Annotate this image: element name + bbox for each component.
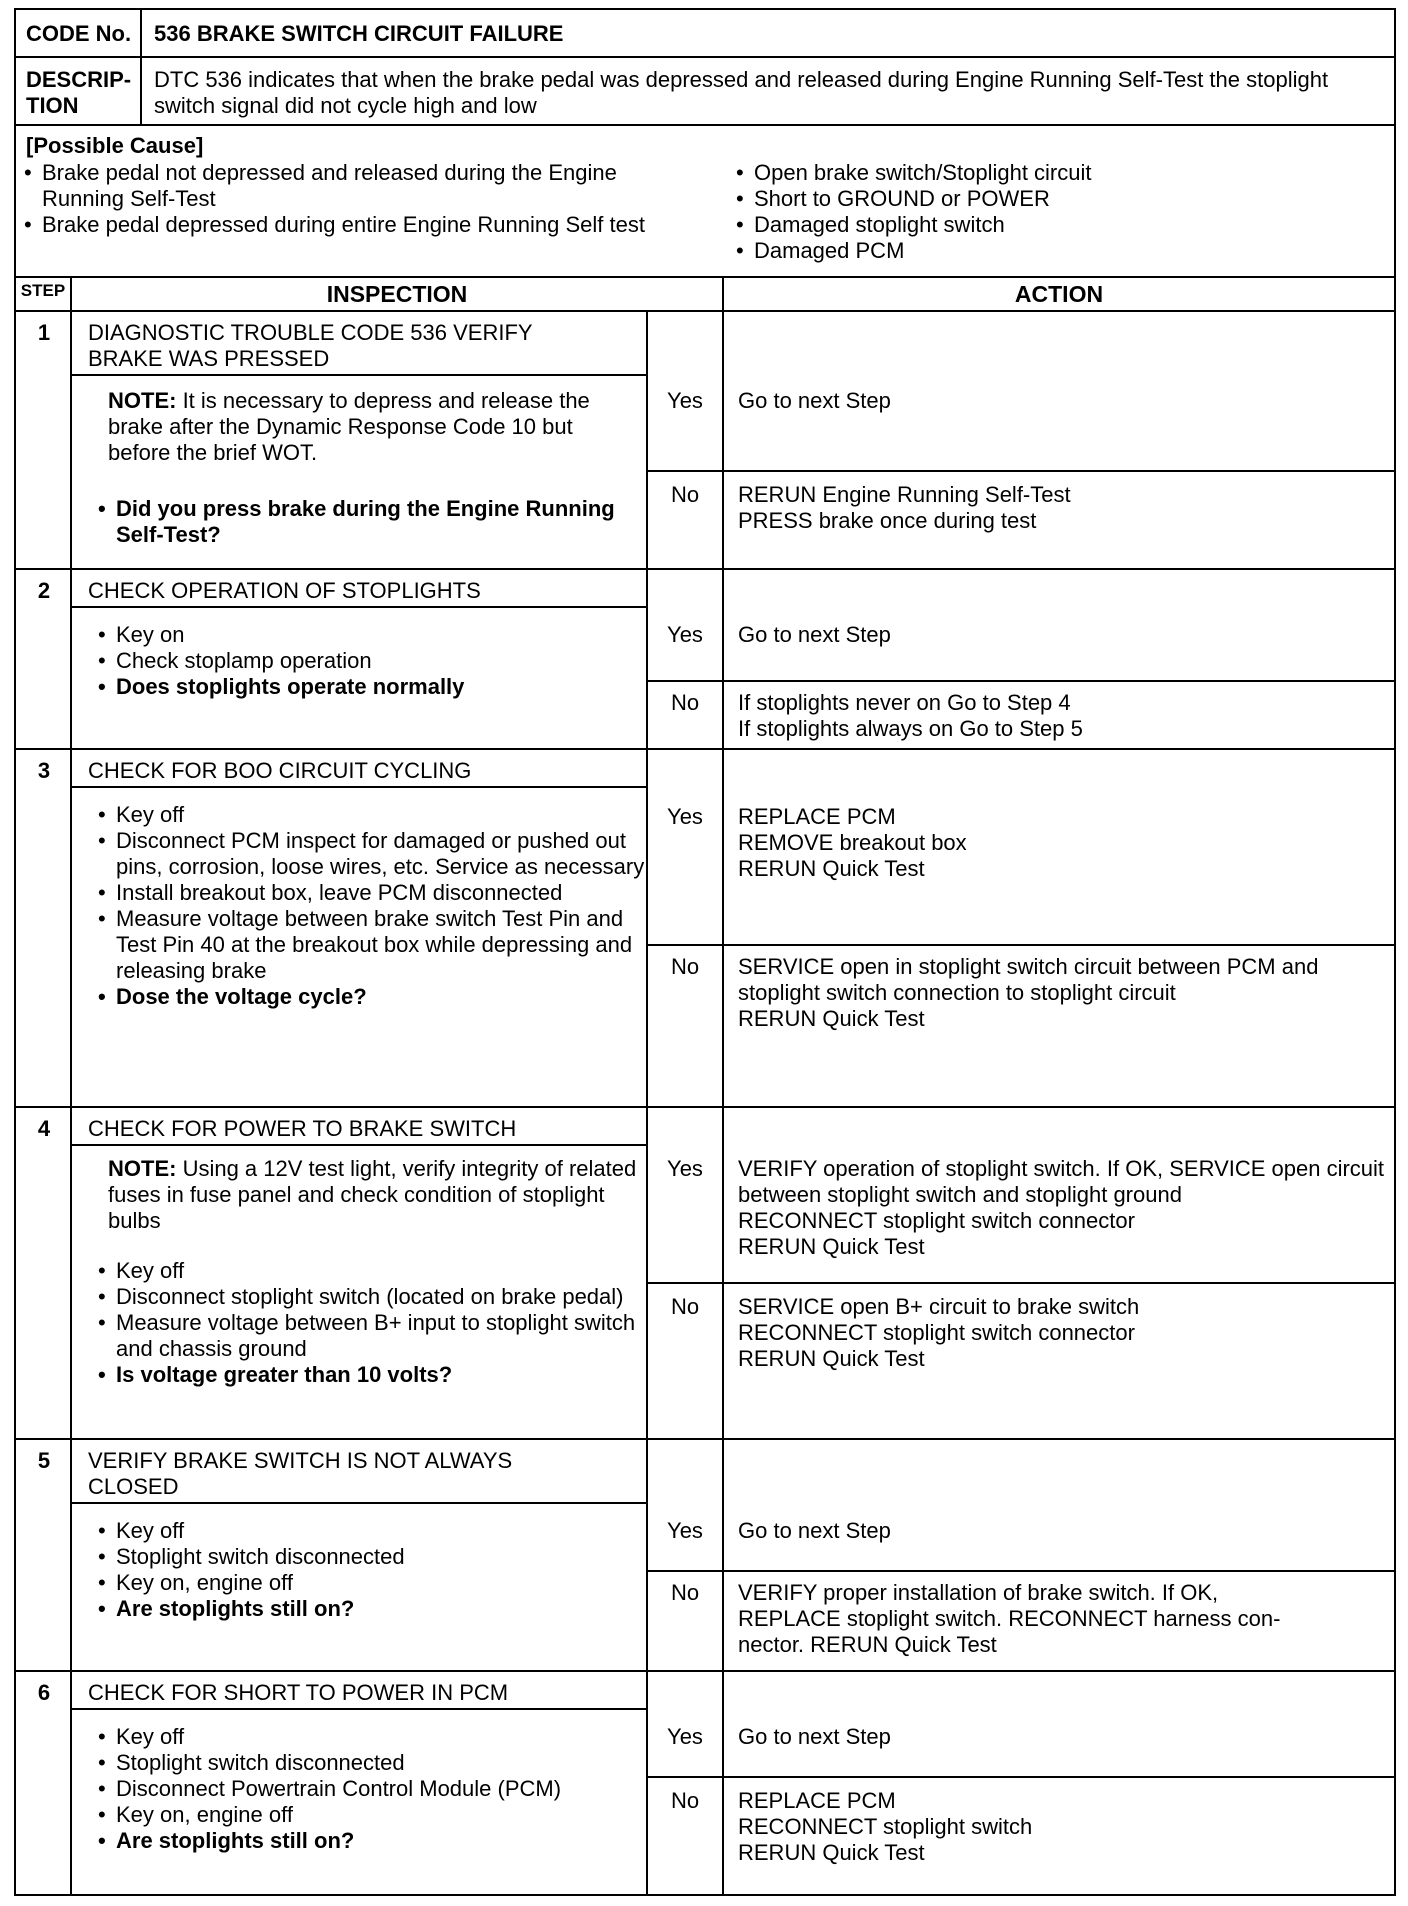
yes-action: Go to next Step — [738, 388, 891, 413]
no-action: VERIFY proper installation of brake switch. If OK, REPLACE stoplight switch. RECONNECT harness con- nector. RERUN Quick Test — [738, 1580, 1281, 1657]
cause-item: • Damaged stoplight switch — [732, 212, 1372, 238]
step-item-list — [94, 1518, 638, 1622]
step-title: VERIFY BRAKE SWITCH IS NOT ALWAYS CLOSED — [88, 1448, 513, 1499]
step-item: • Stoplight switch disconnected — [94, 1544, 638, 1570]
step-question: • Does stoplights operate normally — [94, 674, 638, 700]
no-action: If stoplights never on Go to Step 4 If stoplights always on Go to Step 5 — [738, 690, 1083, 741]
yes-action: REPLACE PCM REMOVE breakout box RERUN Quick Test — [738, 804, 967, 881]
yes-label: Yes — [667, 1156, 703, 1181]
diagnostic-chart — [14, 8, 1396, 1896]
no-label: No — [670, 1788, 700, 1813]
step-item: • Key on, engine off — [94, 1570, 638, 1596]
step-question: • Did you press brake during the Engine Running Self-Test? — [94, 496, 638, 548]
step-number: 3 — [37, 758, 51, 783]
no-label: No — [670, 690, 700, 715]
description-label: DESCRIP- TION — [26, 67, 132, 118]
step-number: 6 — [37, 1680, 51, 1705]
code-label: CODE No. — [26, 21, 132, 46]
step-item-list — [94, 622, 638, 700]
cause-item: • Short to GROUND or POWER — [732, 186, 1372, 212]
step-item-list — [94, 1258, 646, 1388]
step-number: 5 — [37, 1448, 51, 1473]
step-item: • Stoplight switch disconnected — [94, 1750, 646, 1776]
yes-label: Yes — [667, 1724, 703, 1749]
no-action: SERVICE open B+ circuit to brake switch RECONNECT stoplight switch connector RERUN Quick Test — [738, 1294, 1140, 1371]
yes-label: Yes — [667, 388, 703, 413]
column-inspection-header: INSPECTION — [326, 281, 468, 307]
yes-action: Go to next Step — [738, 1518, 891, 1543]
step-item: • Key on — [94, 622, 638, 648]
column-action-header: ACTION — [1014, 281, 1104, 307]
step-note: NOTE: Using a 12V test light, verify integrity of related fuses in fuse panel and check condition of stoplight bulbs — [108, 1156, 637, 1233]
no-label: No — [670, 1580, 700, 1605]
yes-label: Yes — [667, 622, 703, 647]
step-title: DIAGNOSTIC TROUBLE CODE 536 VERIFY BRAKE WAS PRESSED — [88, 320, 533, 371]
no-label: No — [670, 954, 700, 979]
yes-action: Go to next Step — [738, 1724, 891, 1749]
step-item-list — [94, 802, 646, 1010]
step-item: • Measure voltage between brake switch Test Pin and Test Pin 40 at the breakout box while depressing and releasing brake — [94, 906, 646, 984]
cause-item: • Open brake switch/Stoplight circuit — [732, 160, 1372, 186]
column-step-header: STEP — [20, 281, 66, 300]
step-item: • Disconnect PCM inspect for damaged or pushed out pins, corrosion, loose wires, etc. Service as necessary — [94, 828, 646, 880]
step-note: NOTE: It is necessary to depress and release the brake after the Dynamic Response Code 10 but before the brief WOT. — [108, 388, 590, 465]
step-question: • Dose the voltage cycle? — [94, 984, 646, 1010]
step-item: • Check stoplamp operation — [94, 648, 638, 674]
yes-action: Go to next Step — [738, 622, 891, 647]
step-item: • Disconnect stoplight switch (located on brake pedal) — [94, 1284, 646, 1310]
step-item: • Measure voltage between B+ input to stoplight switch and chassis ground — [94, 1310, 646, 1362]
no-action: REPLACE PCM RECONNECT stoplight switch RERUN Quick Test — [738, 1788, 1033, 1865]
step-question-list — [94, 496, 638, 548]
step-item: • Key on, engine off — [94, 1802, 646, 1828]
step-number: 2 — [37, 578, 51, 603]
step-item-list — [94, 1724, 646, 1854]
no-action: SERVICE open in stoplight switch circuit between PCM and stoplight switch connection to stoplight circuit RERUN Quick Test — [738, 954, 1319, 1031]
possible-cause-list-left — [20, 160, 670, 238]
step-item: • Install breakout box, leave PCM disconnected — [94, 880, 646, 906]
possible-cause-list-right — [732, 160, 1372, 264]
step-item: • Key off — [94, 802, 646, 828]
possible-cause-heading: [Possible Cause] — [26, 133, 204, 158]
cause-item: • Brake pedal not depressed and released during the Engine Running Self-Test — [20, 160, 670, 212]
cause-item: • Brake pedal depressed during entire Engine Running Self test — [20, 212, 670, 238]
step-title: CHECK OPERATION OF STOPLIGHTS — [88, 578, 481, 603]
step-title: CHECK FOR POWER TO BRAKE SWITCH — [88, 1116, 517, 1141]
step-item: • Key off — [94, 1518, 638, 1544]
yes-label: Yes — [667, 804, 703, 829]
step-number: 1 — [37, 320, 51, 345]
yes-action: VERIFY operation of stoplight switch. If OK, SERVICE open circuit between stoplight switch and stoplight ground RECONNECT stoplight switch connector RERUN Quick Test — [738, 1156, 1385, 1259]
step-number: 4 — [37, 1116, 51, 1141]
step-question: • Are stoplights still on? — [94, 1828, 646, 1854]
step-item: • Key off — [94, 1258, 646, 1284]
no-action: RERUN Engine Running Self-Test PRESS brake once during test — [738, 482, 1071, 533]
step-question: • Are stoplights still on? — [94, 1596, 638, 1622]
step-title: CHECK FOR SHORT TO POWER IN PCM — [88, 1680, 509, 1705]
no-label: No — [670, 482, 700, 507]
step-question: • Is voltage greater than 10 volts? — [94, 1362, 646, 1388]
step-title: CHECK FOR BOO CIRCUIT CYCLING — [88, 758, 472, 783]
description-text: DTC 536 indicates that when the brake pedal was depressed and released during Engine Running Self-Test the stoplight switch signal did not cycle high and low — [154, 67, 1329, 118]
yes-label: Yes — [667, 1518, 703, 1543]
step-item: • Disconnect Powertrain Control Module (PCM) — [94, 1776, 646, 1802]
cause-item: • Damaged PCM — [732, 238, 1372, 264]
step-item: • Key off — [94, 1724, 646, 1750]
no-label: No — [670, 1294, 700, 1319]
code-title: 536 BRAKE SWITCH CIRCUIT FAILURE — [154, 21, 564, 46]
